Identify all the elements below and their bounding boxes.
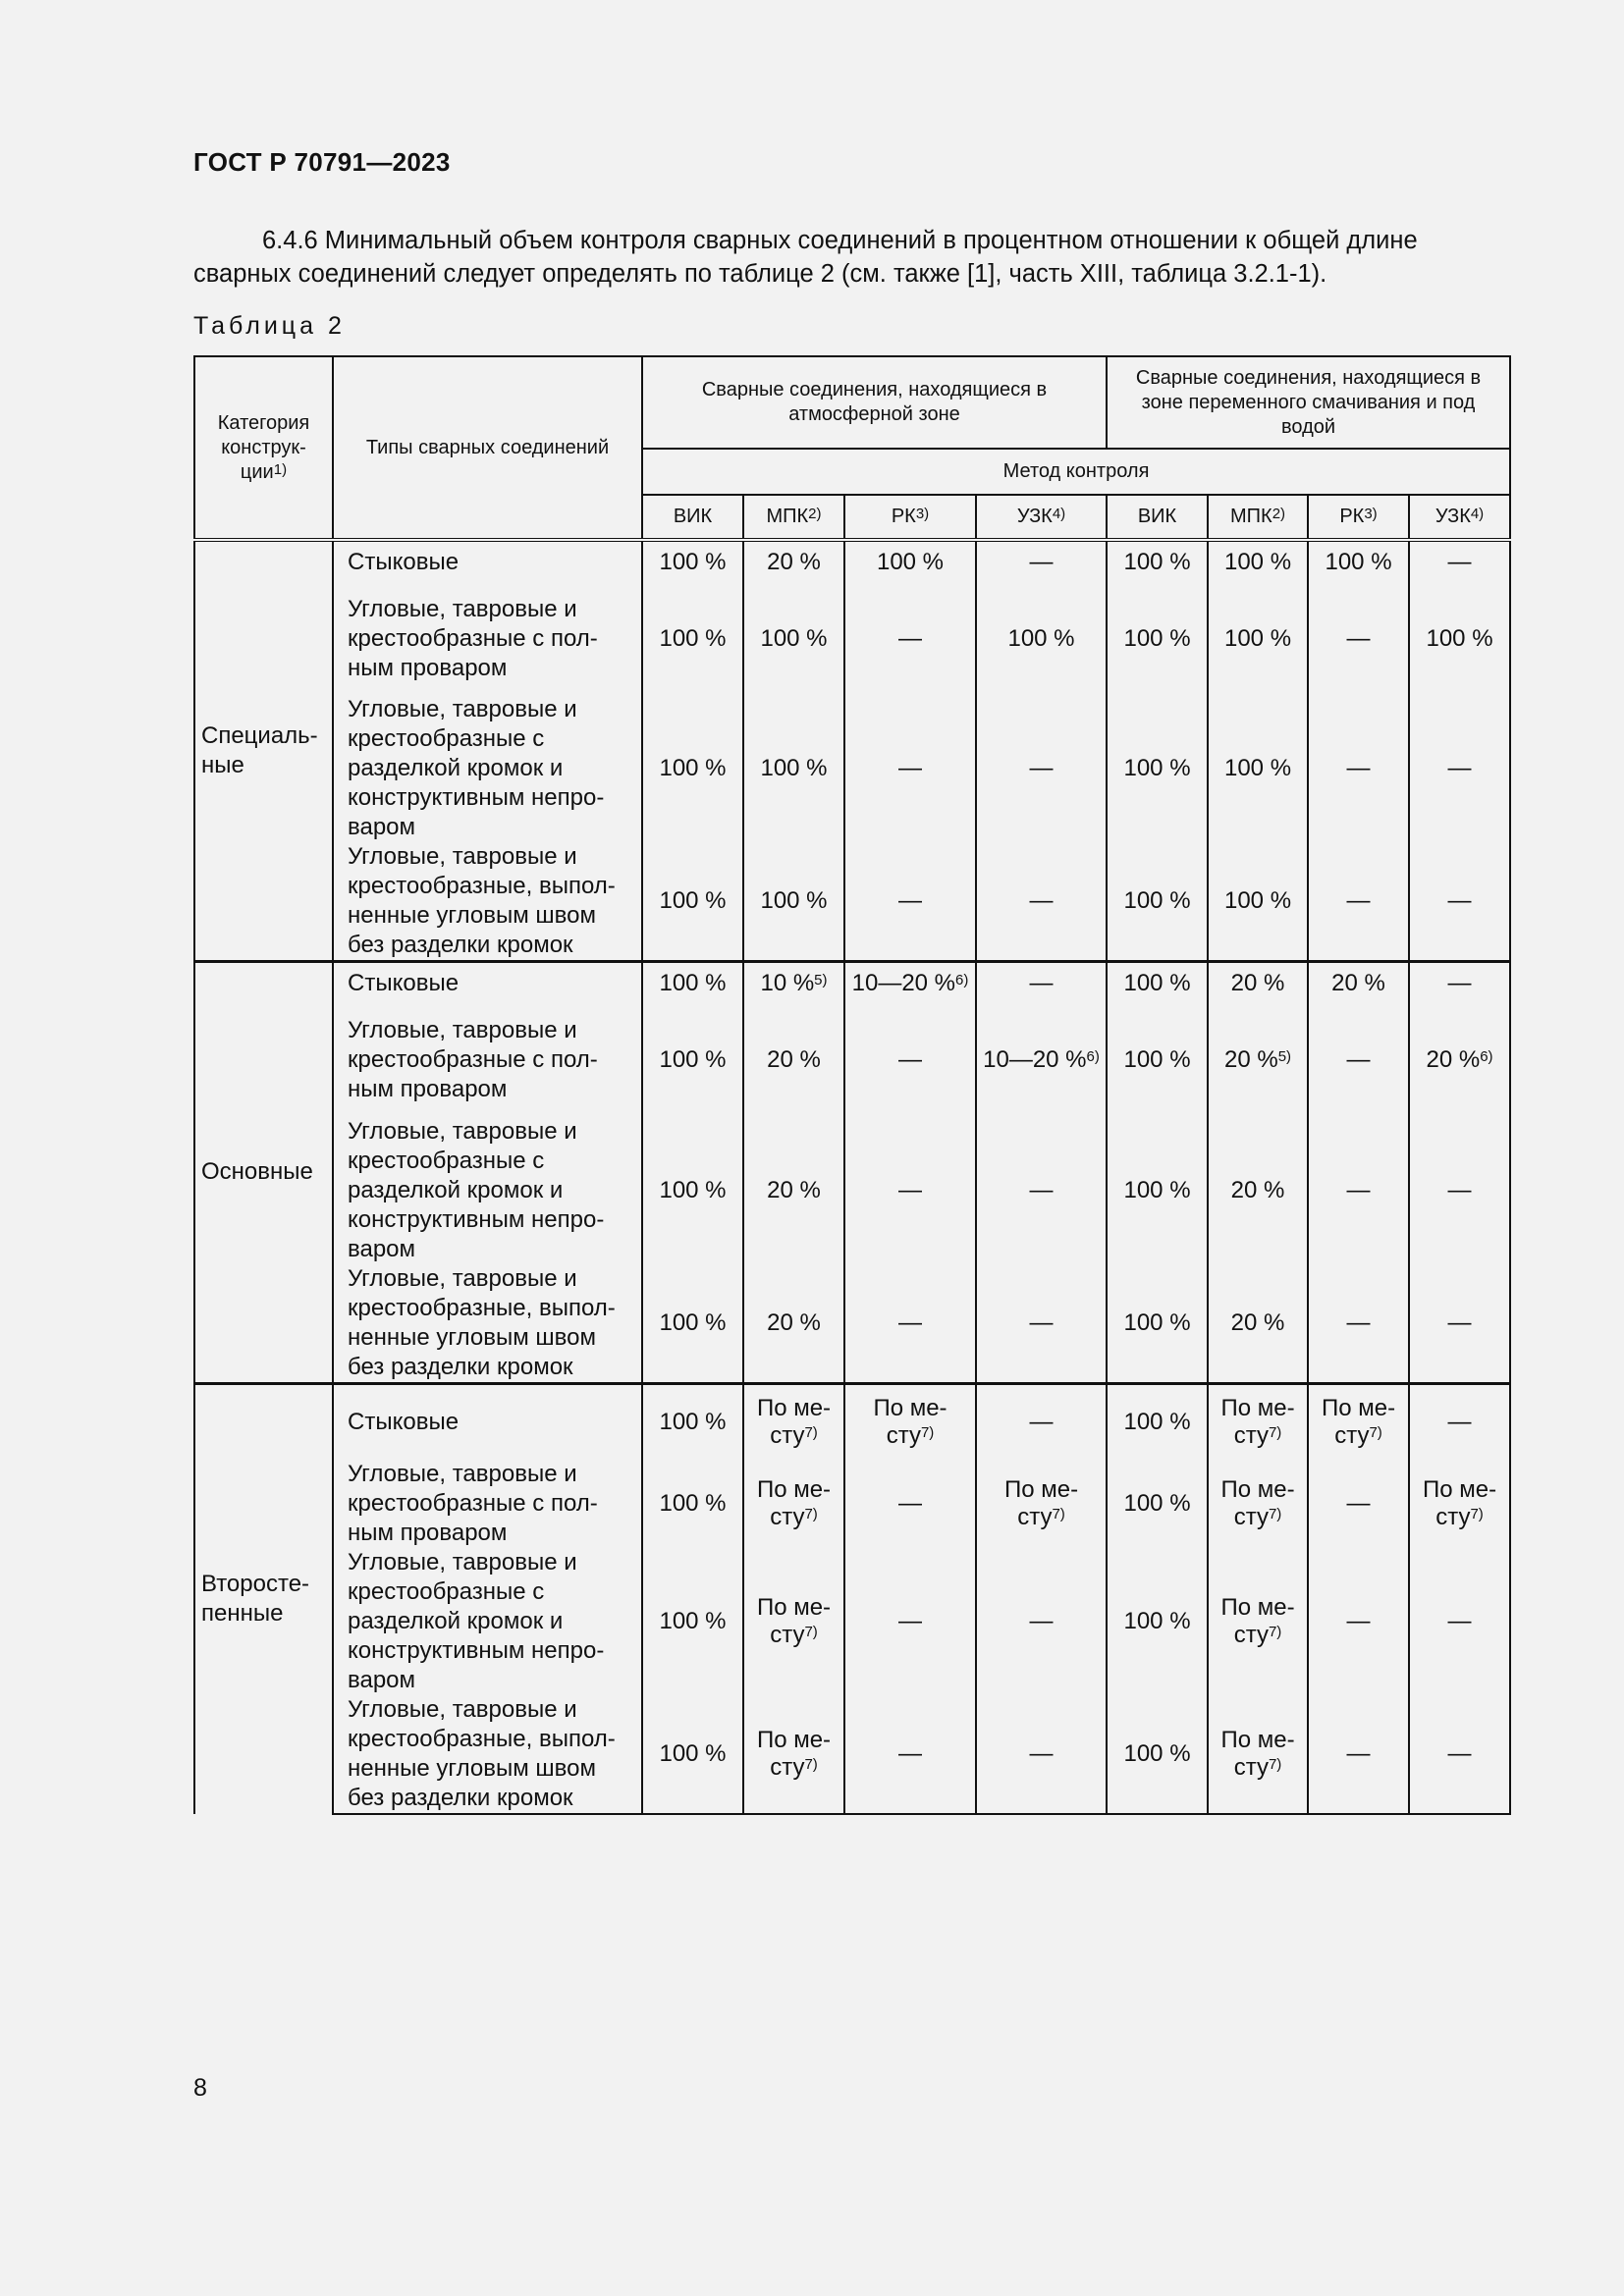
value-cell: —	[1409, 1548, 1510, 1695]
joint-type-cell: Стыковые	[333, 1383, 642, 1460]
value-cell: —	[844, 695, 976, 842]
weld-inspection-table	[193, 355, 1511, 1815]
value-cell: 100 %	[1107, 842, 1208, 962]
value-cell: 100 %	[743, 842, 844, 962]
value-cell: По ме-сту$^{7)}$	[1208, 1548, 1308, 1695]
category-cell: Специаль-ные	[194, 540, 333, 962]
value-cell: 100 %	[642, 962, 743, 1004]
header-method-col: УЗК$^{4)}$	[1409, 495, 1510, 540]
category-cell: Второсте-пенные	[194, 1383, 333, 1814]
value-cell: —	[1308, 1548, 1409, 1695]
document-code: ГОСТ Р 70791—2023	[193, 147, 451, 177]
table-row	[194, 1383, 1510, 1460]
value-cell: По ме-сту$^{7)}$	[1208, 1383, 1308, 1460]
header-zone-atmospheric: Сварные соединения, находящиеся в атмосферной зоне	[642, 356, 1107, 449]
value-cell: 10 %$^{5)}$	[743, 962, 844, 1004]
value-cell: 100 %	[743, 695, 844, 842]
value-cell: 100 %	[642, 540, 743, 582]
header-method-col: ВИК	[642, 495, 743, 540]
table-row	[194, 962, 1510, 1004]
value-cell: 20 %	[743, 1117, 844, 1264]
value-cell: 100 %	[1409, 582, 1510, 695]
value-cell: —	[1409, 1117, 1510, 1264]
header-types: Типы сварных соединений	[333, 356, 642, 540]
value-cell: 100 %	[1107, 1383, 1208, 1460]
table-header	[194, 356, 1510, 540]
value-cell: —	[1308, 842, 1409, 962]
value-cell: 100 %	[642, 1460, 743, 1548]
header-method-col: МПК$^{2)}$	[743, 495, 844, 540]
value-cell: 100 %	[1107, 695, 1208, 842]
joint-type-cell: Стыковые	[333, 962, 642, 1004]
value-cell: 20 %	[743, 1264, 844, 1384]
value-cell: —	[1409, 1695, 1510, 1814]
value-cell: 100 %	[642, 582, 743, 695]
joint-type-cell: Угловые, тавровые и крестообразные с разделкой кромок и конструктивным непро-варом	[333, 695, 642, 842]
value-cell: —	[1308, 1460, 1409, 1548]
table-row	[194, 1695, 1510, 1814]
value-cell: —	[1308, 1004, 1409, 1117]
value-cell: 20 %	[743, 540, 844, 582]
value-cell: По ме-сту$^{7)}$	[976, 1460, 1107, 1548]
value-cell: 20 %$^{5)}$	[1208, 1004, 1308, 1117]
value-cell: —	[1308, 1264, 1409, 1384]
value-cell: —	[1409, 695, 1510, 842]
joint-type-cell: Угловые, тавровые и крестообразные с пол-ным проваром	[333, 1460, 642, 1548]
value-cell: По ме-сту$^{7)}$	[743, 1695, 844, 1814]
header-method: Метод контроля	[642, 449, 1510, 495]
joint-type-cell: Угловые, тавровые и крестообразные, выпол-ненные угловым швом без разделки кромок	[333, 842, 642, 962]
value-cell: 100 %	[1107, 1264, 1208, 1384]
value-cell: 20 %	[1308, 962, 1409, 1004]
value-cell: 20 %	[743, 1004, 844, 1117]
table-row	[194, 582, 1510, 695]
intro-text: 6.4.6 Минимальный объем контроля сварных соединений в процентном отношении к общей длине сварных соединений следует определять по таблице 2 (см. также [1], часть XIII, таблица 3.2.1-1).	[193, 227, 1418, 288]
value-cell: 100 %	[642, 1383, 743, 1460]
value-cell: 100 %	[976, 582, 1107, 695]
header-method-col: УЗК$^{4)}$	[976, 495, 1107, 540]
value-cell: По ме-сту$^{7)}$	[1208, 1695, 1308, 1814]
header-method-col: РК$^{3)}$	[1308, 495, 1409, 540]
value-cell: По ме-сту$^{7)}$	[1308, 1383, 1409, 1460]
value-cell: 100 %	[1208, 582, 1308, 695]
value-cell: 100 %	[1107, 1004, 1208, 1117]
header-category: Категория конструк-ции$^{1)}$	[194, 356, 333, 540]
value-cell: 100 %	[844, 540, 976, 582]
value-cell: 20 %	[1208, 1117, 1308, 1264]
value-cell: —	[844, 842, 976, 962]
value-cell: 100 %	[642, 842, 743, 962]
value-cell: —	[976, 1383, 1107, 1460]
value-cell: 100 %	[642, 1548, 743, 1695]
header-zone-water: Сварные соединения, находящиеся в зоне переменного смачивания и под водой	[1107, 356, 1510, 449]
value-cell: 100 %	[1107, 1460, 1208, 1548]
value-cell: —	[976, 842, 1107, 962]
category-cell: Основные	[194, 962, 333, 1384]
value-cell: —	[1409, 1383, 1510, 1460]
table-row	[194, 842, 1510, 962]
value-cell: —	[844, 1460, 976, 1548]
joint-type-cell: Угловые, тавровые и крестообразные с пол-ным проваром	[333, 582, 642, 695]
value-cell: —	[976, 1695, 1107, 1814]
joint-type-cell: Угловые, тавровые и крестообразные, выпол-ненные угловым швом без разделки кромок	[333, 1695, 642, 1814]
value-cell: 10—20 %$^{6)}$	[976, 1004, 1107, 1117]
table-group	[194, 1383, 1510, 1814]
table-group	[194, 540, 1510, 962]
value-cell: —	[976, 1264, 1107, 1384]
table-row	[194, 1460, 1510, 1548]
value-cell: 100 %	[1107, 1695, 1208, 1814]
value-cell: 100 %	[642, 1264, 743, 1384]
value-cell: —	[844, 582, 976, 695]
table-group	[194, 962, 1510, 1384]
table-caption: Таблица 2	[193, 312, 346, 340]
value-cell: —	[844, 1117, 976, 1264]
value-cell: —	[1409, 962, 1510, 1004]
joint-type-cell: Стыковые	[333, 540, 642, 582]
value-cell: —	[1308, 1695, 1409, 1814]
value-cell: —	[1308, 695, 1409, 842]
joint-type-cell: Угловые, тавровые и крестообразные с разделкой кромок и конструктивным непро-варом	[333, 1117, 642, 1264]
value-cell: 100 %	[1208, 540, 1308, 582]
value-cell: 20 %	[1208, 1264, 1308, 1384]
value-cell: —	[844, 1004, 976, 1117]
value-cell: 100 %	[1107, 1117, 1208, 1264]
value-cell: 100 %	[642, 1695, 743, 1814]
value-cell: По ме-сту$^{7)}$	[743, 1460, 844, 1548]
value-cell: По ме-сту$^{7)}$	[1208, 1460, 1308, 1548]
joint-type-cell: Угловые, тавровые и крестообразные, выпол-ненные угловым швом без разделки кромок	[333, 1264, 642, 1384]
header-method-col: МПК$^{2)}$	[1208, 495, 1308, 540]
value-cell: —	[1308, 1117, 1409, 1264]
value-cell: —	[976, 1117, 1107, 1264]
value-cell: 100 %	[1107, 582, 1208, 695]
table-row	[194, 695, 1510, 842]
intro-paragraph	[193, 224, 1509, 291]
value-cell: По ме-сту$^{7)}$	[743, 1548, 844, 1695]
value-cell: —	[1308, 582, 1409, 695]
value-cell: 100 %	[1107, 540, 1208, 582]
page-number: 8	[193, 2074, 207, 2102]
table-row	[194, 1548, 1510, 1695]
value-cell: —	[844, 1695, 976, 1814]
value-cell: 20 %	[1208, 962, 1308, 1004]
value-cell: 100 %	[1308, 540, 1409, 582]
value-cell: —	[976, 962, 1107, 1004]
table-row	[194, 1264, 1510, 1384]
value-cell: —	[1409, 540, 1510, 582]
value-cell: 100 %	[642, 1117, 743, 1264]
value-cell: —	[1409, 1264, 1510, 1384]
value-cell: 100 %	[642, 695, 743, 842]
value-cell: —	[976, 695, 1107, 842]
header-method-col: ВИК	[1107, 495, 1208, 540]
table-row	[194, 1004, 1510, 1117]
value-cell: 100 %	[1208, 695, 1308, 842]
header-method-col: РК$^{3)}$	[844, 495, 976, 540]
value-cell: —	[1409, 842, 1510, 962]
joint-type-cell: Угловые, тавровые и крестообразные с пол-ным проваром	[333, 1004, 642, 1117]
value-cell: 100 %	[743, 582, 844, 695]
value-cell: 100 %	[1107, 962, 1208, 1004]
value-cell: 100 %	[1107, 1548, 1208, 1695]
value-cell: —	[976, 1548, 1107, 1695]
joint-type-cell: Угловые, тавровые и крестообразные с разделкой кромок и конструктивным непро-варом	[333, 1548, 642, 1695]
value-cell: По ме-сту$^{7)}$	[844, 1383, 976, 1460]
value-cell: —	[844, 1548, 976, 1695]
table-row	[194, 540, 1510, 582]
value-cell: 10—20 %$^{6)}$	[844, 962, 976, 1004]
table-row	[194, 1117, 1510, 1264]
value-cell: 100 %	[1208, 842, 1308, 962]
value-cell: —	[844, 1264, 976, 1384]
value-cell: По ме-сту$^{7)}$	[1409, 1460, 1510, 1548]
value-cell: —	[976, 540, 1107, 582]
value-cell: По ме-сту$^{7)}$	[743, 1383, 844, 1460]
value-cell: 20 %$^{6)}$	[1409, 1004, 1510, 1117]
value-cell: 100 %	[642, 1004, 743, 1117]
